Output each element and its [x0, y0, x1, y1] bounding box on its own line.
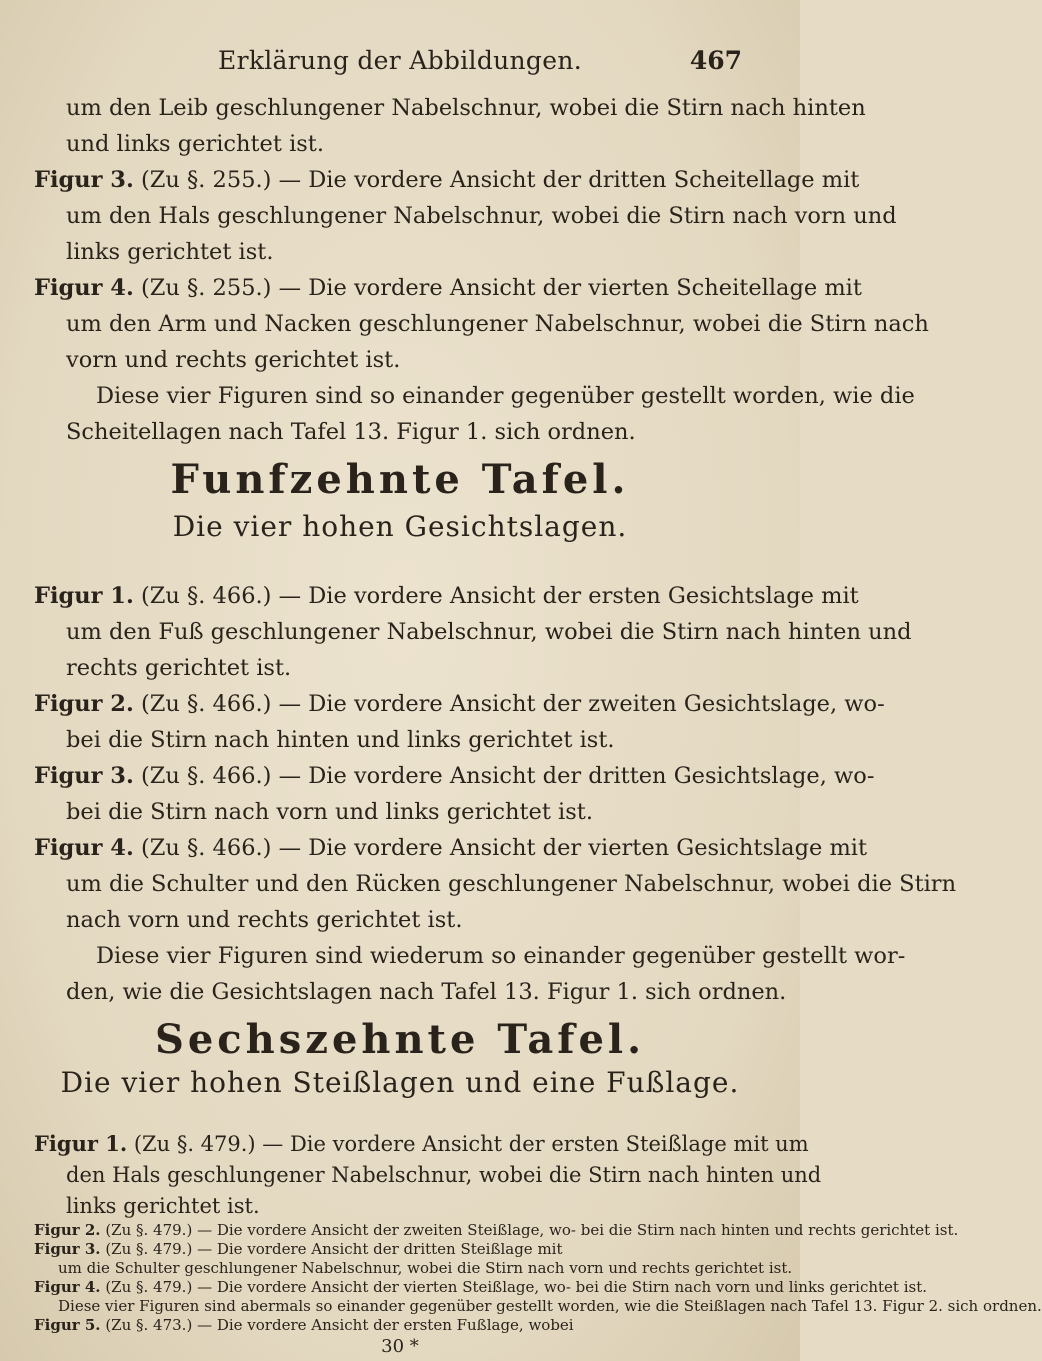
text-line: Scheitellagen nach Tafel 13. Figur 1. sich ordnen. — [66, 419, 636, 445]
figure-label: Figur 4. — [34, 835, 134, 861]
text-line: um den Hals geschlungener Nabelschnur, wobei die Stirn nach vorn und — [66, 203, 897, 229]
text-line: um den Fuß geschlungener Nabelschnur, wobei die Stirn nach hinten und — [66, 619, 912, 645]
figure-label: Figur 3. — [34, 763, 134, 789]
text-line: um den Leib geschlungener Nabelschnur, wobei die Stirn nach hinten — [66, 95, 866, 121]
text-line: (Zu §. 466.) — Die vordere Ansicht der dritten Gesichtslage, wo- — [140, 763, 875, 789]
text-line: vorn und rechts gerichtet ist. — [66, 347, 401, 373]
plate-16-figures-2-5 — [34, 1221, 1042, 1335]
page-number: 467 — [689, 46, 742, 75]
figure-label: Figur 2. — [34, 1221, 101, 1239]
text-line: (Zu §. 479.) — Die vordere Ansicht der zweiten Steißlage, wo- — [105, 1221, 576, 1239]
text-line: bei die Stirn nach hinten und links gerichtet ist. — [66, 727, 615, 753]
text-line: (Zu §. 466.) — Die vordere Ansicht der vierten Gesichtslage mit — [140, 835, 868, 861]
text-line: Diese vier Figuren sind abermals so einander gegenüber gestellt worden, — [58, 1297, 620, 1315]
figure-label: Figur 2. — [34, 691, 134, 717]
figure-label: Figur 4. — [34, 275, 134, 301]
text-line: (Zu §. 479.) — Die vordere Ansicht der vierten Steißlage, wo- — [105, 1278, 571, 1296]
figure-label: Figur 5. — [34, 1316, 101, 1334]
text-line: nach vorn und rechts gerichtet ist. — [66, 907, 463, 933]
text-line: (Zu §. 466.) — Die vordere Ansicht der zweiten Gesichtslage, wo- — [140, 691, 885, 717]
text-line: den, wie die Gesichtslagen nach Tafel 13. Figur 1. sich ordnen. — [66, 979, 787, 1005]
text-line: bei die Stirn nach vorn und links gerichtet ist. — [575, 1278, 927, 1296]
text-line: um die Schulter geschlungener Nabelschnur, wobei die Stirn nach vorn — [58, 1259, 604, 1277]
plate-15-figure-2 — [34, 686, 885, 758]
text-line: (Zu §. 479.) — Die vordere Ansicht der dritten Steißlage mit — [105, 1240, 563, 1258]
figure-label: Figur 1. — [34, 1131, 128, 1156]
figure-3-caption — [34, 162, 897, 270]
text-line: bei die Stirn nach vorn und links gerichtet ist. — [66, 799, 593, 825]
plate-15-figure-1 — [34, 578, 912, 686]
figure-label: Figur 3. — [34, 1240, 101, 1258]
plate-15-figure-4 — [34, 830, 957, 1010]
plate-16-figure-1 — [34, 1128, 822, 1222]
figure-label: Figur 3. — [34, 167, 134, 193]
figure-label: Figur 1. — [34, 583, 134, 609]
running-title: Erklärung der Abbildungen. — [218, 46, 582, 75]
text-line: wie die Steißlagen nach Tafel 13. Figur 2. sich ordnen. — [624, 1297, 1042, 1315]
text-line: und rechts gerichtet ist. — [608, 1259, 793, 1277]
text-line: um den Arm und Nacken geschlungener Nabelschnur, wobei die Stirn nach — [66, 311, 929, 337]
text-line: (Zu §. 466.) — Die vordere Ansicht der ersten Gesichtslage mit — [140, 583, 859, 609]
figure-label: Figur 4. — [34, 1278, 101, 1296]
text-line: bei die Stirn nach hinten und rechts gerichtet ist. — [580, 1221, 959, 1239]
text-line: und links gerichtet ist. — [66, 131, 325, 157]
text-line: (Zu §. 479.) — Die vordere Ansicht der ersten Steißlage mit um — [133, 1132, 809, 1156]
plate-16-subtitle: Die vier hohen Steißlagen und eine Fußlage. — [60, 1066, 740, 1099]
text-line: (Zu §. 255.) — Die vordere Ansicht der dritten Scheitellage mit — [140, 167, 860, 193]
text-line: links gerichtet ist. — [66, 1194, 260, 1218]
plate-15-figure-3 — [34, 758, 875, 830]
text-line: (Zu §. 255.) — Die vordere Ansicht der vierten Scheitellage mit — [140, 275, 862, 301]
text-line: rechts gerichtet ist. — [66, 655, 292, 681]
paragraph-continuation — [34, 90, 866, 162]
text-line: (Zu §. 473.) — Die vordere Ansicht der ersten Fußlage, wobei — [105, 1316, 574, 1334]
text-line: Diese vier Figuren sind so einander gegenüber gestellt worden, wie die — [96, 383, 915, 409]
plate-16-title: Sechszehnte Tafel. — [154, 1016, 646, 1063]
running-header — [0, 44, 800, 84]
figure-4-caption — [34, 270, 929, 450]
text-line: links gerichtet ist. — [66, 239, 274, 265]
plate-15-title: Funfzehnte Tafel. — [170, 456, 630, 503]
signature-mark: 30 * — [381, 1336, 419, 1357]
text-line: Diese vier Figuren sind wiederum so einander gegenüber gestellt wor- — [96, 943, 906, 969]
text-line: um die Schulter und den Rücken geschlungener Nabelschnur, wobei die Stirn — [66, 871, 957, 897]
plate-15-subtitle: Die vier hohen Gesichtslagen. — [172, 510, 628, 543]
text-line: den Hals geschlungener Nabelschnur, wobei die Stirn nach hinten und — [66, 1163, 822, 1187]
